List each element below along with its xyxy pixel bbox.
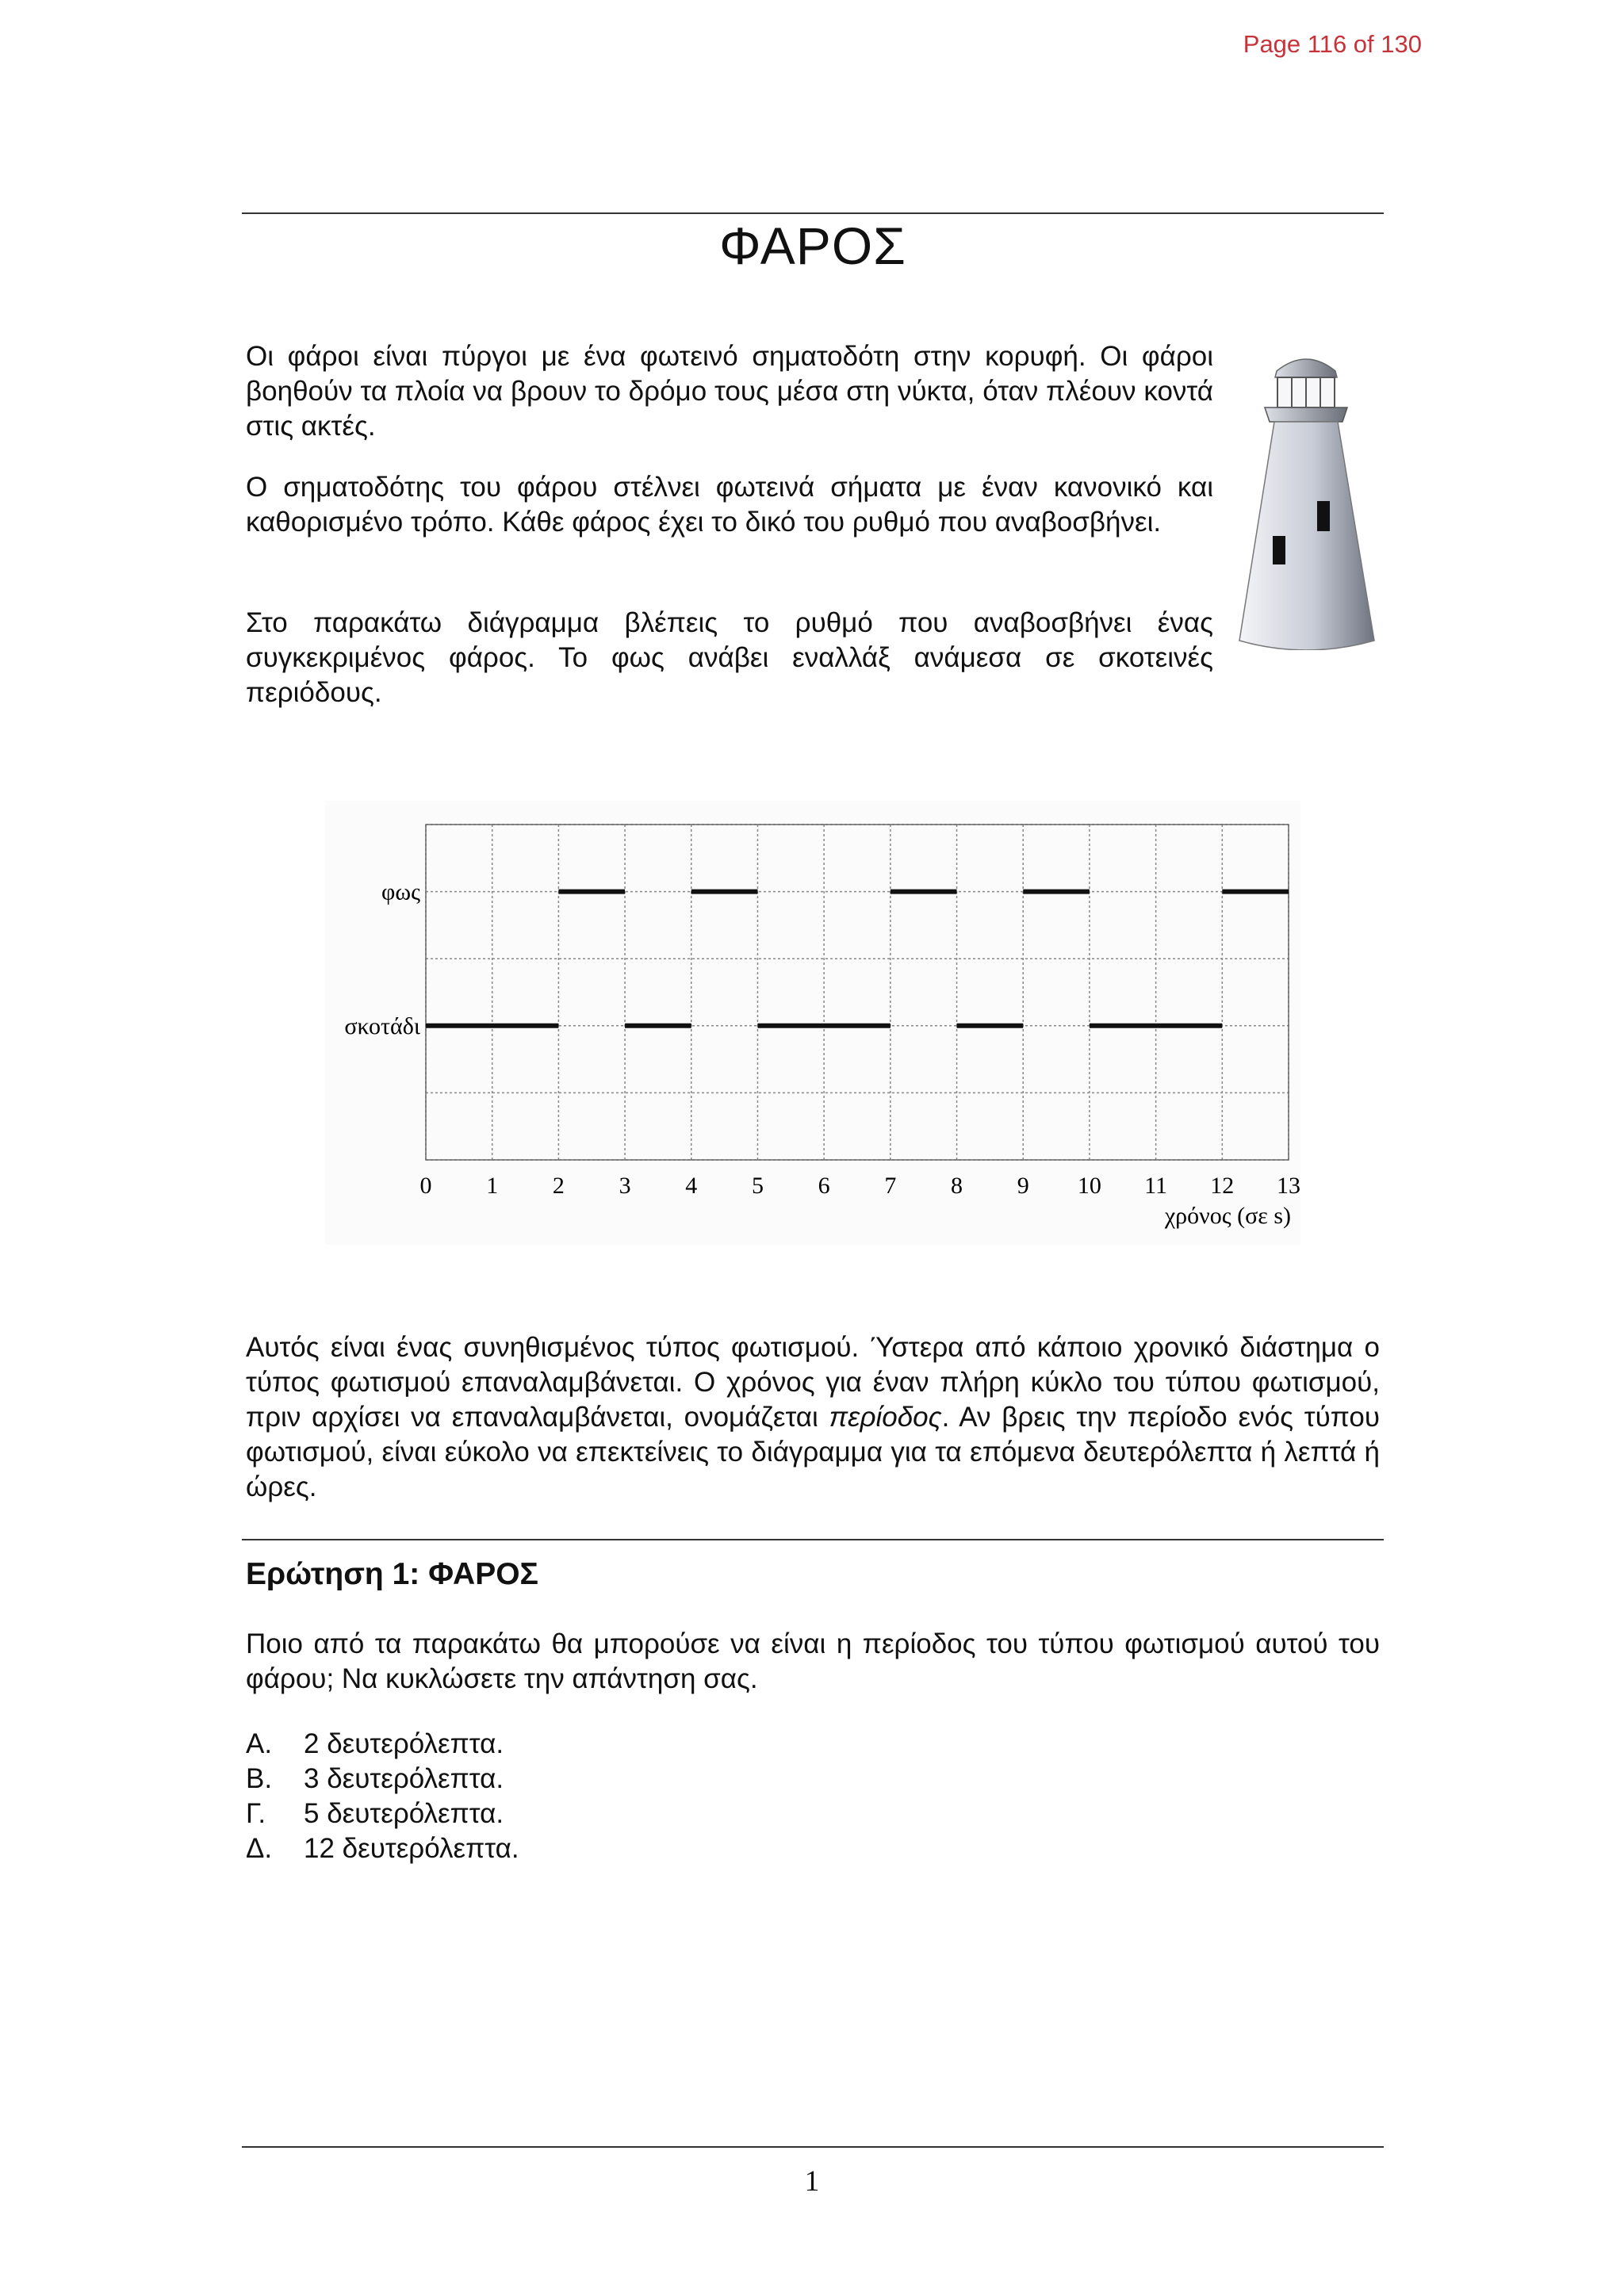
answer-option[interactable]: Γ. 5 δευτερόλεπτα. [246, 1798, 504, 1829]
x-tick-label: 6 [818, 1173, 830, 1199]
page-counter: Page 116 of 130 [1243, 30, 1422, 58]
intro-paragraph-1: Οι φάροι είναι πύργοι με ένα φωτεινό σηματοδότη στην κορυφή. Οι φάροι βοηθούν τα πλοία να βρουν το δρόμο τους μέσα στη νύκτα, όταν πλέουν κοντά στις ακτές. [246, 341, 1213, 442]
question-title: Ερώτηση 1: ΦΑΡΟΣ [246, 1557, 538, 1591]
top-rule [242, 212, 1384, 214]
x-tick-label: 7 [884, 1173, 897, 1199]
intro-paragraph-3: Στο παρακάτω διάγραμμα βλέπεις το ρυθμό που αναβοσβήνει ένας συγκεκριμένος φάρος. Το φως ανάβει εναλλάξ ανάμεσα σε σκοτεινές περιόδους. [246, 607, 1213, 708]
answer-option[interactable]: Β. 3 δευτερόλεπτα. [246, 1763, 504, 1794]
y-level-label-dark: σκοτάδι [344, 1012, 420, 1039]
x-tick-label: 10 [1077, 1173, 1101, 1199]
lighthouse-illustration [1233, 349, 1380, 650]
x-tick-label: 13 [1277, 1173, 1300, 1199]
x-tick-label: 4 [685, 1173, 698, 1199]
x-tick-label: 11 [1144, 1173, 1168, 1199]
page-number: 1 [804, 2165, 820, 2198]
footer-rule [242, 2146, 1384, 2148]
answer-option[interactable]: Α. 2 δευτερόλεπτα. [246, 1728, 504, 1759]
page-title: ΦΑΡΟΣ [719, 216, 906, 275]
x-tick-label: 8 [951, 1173, 963, 1199]
light-pattern-chart [325, 801, 1300, 1245]
x-tick-label: 5 [751, 1173, 764, 1199]
question-text: Ποιο από τα παρακάτω θα μπορούσε να είναι η περίοδος του τύπου φωτισμού αυτού του φάρου; Να κυκλώσετε την απάντηση σας. [246, 1628, 1380, 1694]
x-tick-label: 0 [419, 1173, 432, 1199]
period-term: περίοδος [829, 1402, 942, 1433]
answer-options [246, 1727, 519, 1866]
question-rule [242, 1539, 1384, 1540]
intro-paragraph-2: Ο σηματοδότης του φάρου στέλνει φωτεινά σήματα με έναν κανονικό και καθορισμένο τρόπο. Κάθε φάρος έχει το δικό του ρυθμό που αναβοσβήνει. [246, 472, 1213, 538]
x-tick-label: 12 [1210, 1173, 1235, 1199]
x-tick-label: 9 [1017, 1173, 1029, 1199]
x-tick-label: 3 [619, 1173, 631, 1199]
x-axis-label: χρόνος (σε s) [1164, 1203, 1291, 1229]
x-tick-label: 1 [486, 1173, 499, 1199]
y-level-label-light: φως [381, 878, 420, 905]
x-tick-label: 2 [552, 1173, 565, 1199]
answer-option[interactable]: Δ. 12 δευτερόλεπτα. [246, 1833, 519, 1864]
body-paragraph-period: Αυτός είναι ένας συνηθισμένος τύπος φωτισμού. Ύστερα από κάποιο χρονικό διάστημα ο τύπος φωτισμού επαναλαμβάνεται. Ο χρόνος για έναν πλήρη κύκλο του τύπου φωτισμού, πριν αρχίσει να επαναλαμβάνεται, ονομάζεται περίοδος. Αν βρεις την περίοδο ενός τύπου φωτισμού, είναι εύκολο να επεκτείνεις το διάγραμμα για τα επόμενα δευτερόλεπτα ή λεπτά ή ώρες. [246, 1332, 1380, 1502]
